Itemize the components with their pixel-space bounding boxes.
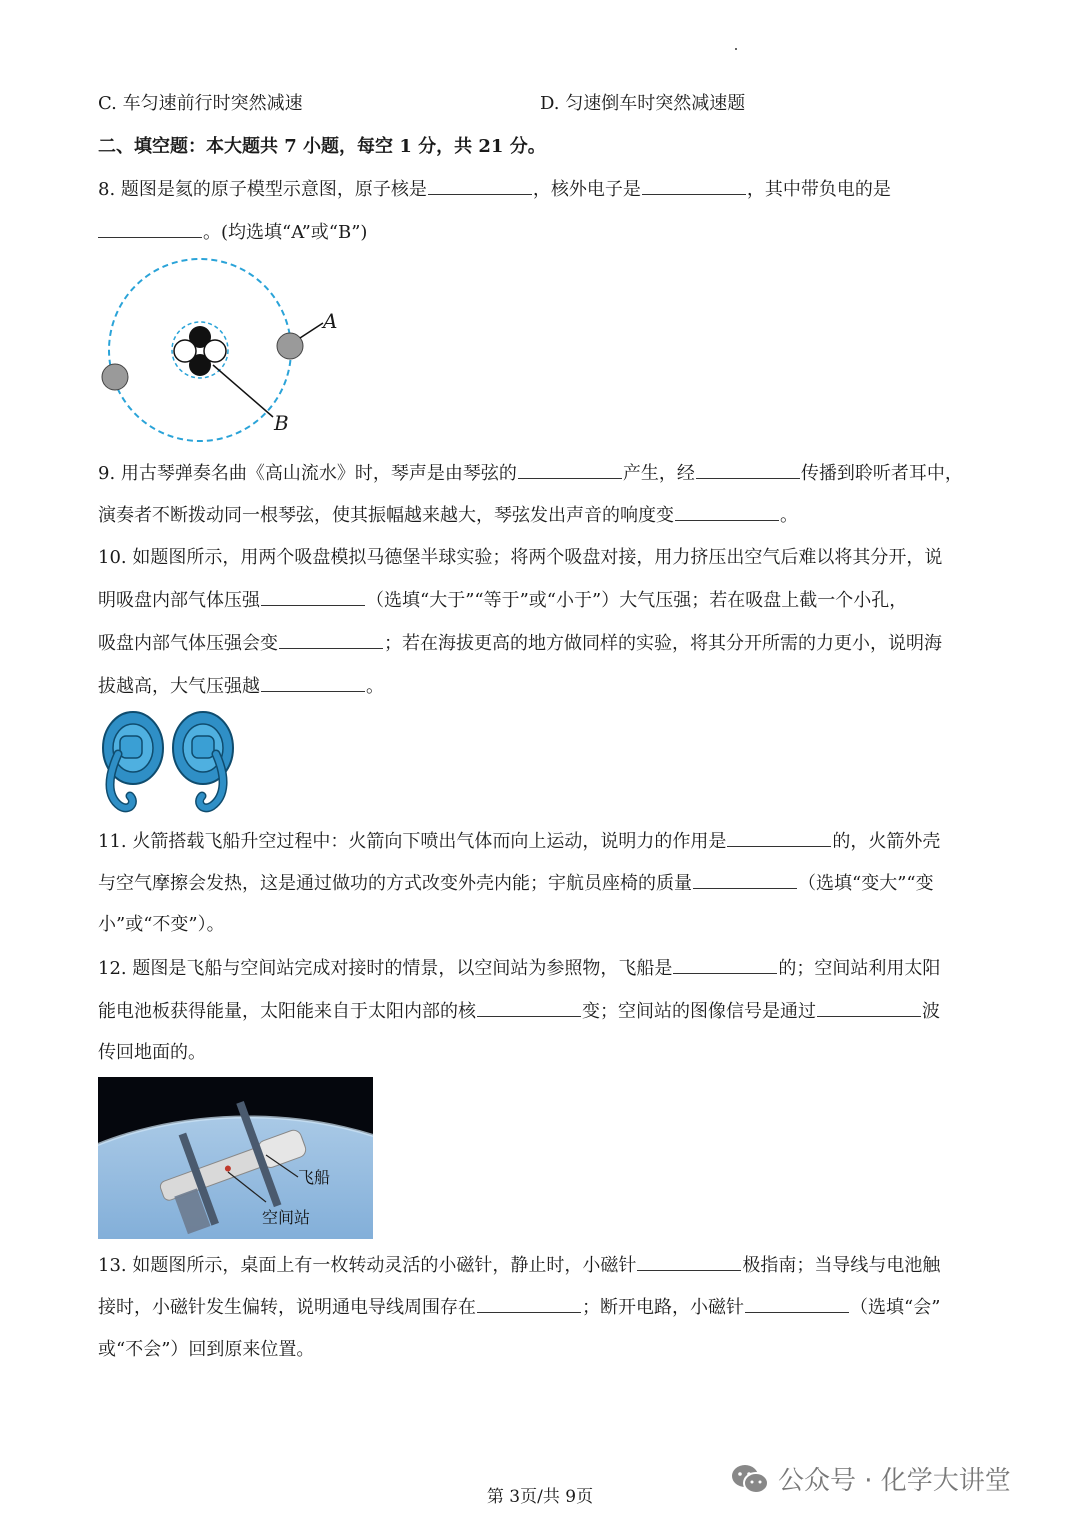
- option-d: D. 匀速倒车时突然减速题: [540, 93, 746, 114]
- q13-text: 13. 如题图所示，桌面上有一枚转动灵活的小磁针，静止时，小磁针: [98, 1255, 637, 1276]
- q8-text: ，核外电子是: [532, 179, 641, 200]
- scan-dot: [735, 48, 737, 50]
- answer-blank[interactable]: [675, 502, 779, 521]
- answer-blank[interactable]: [642, 176, 746, 195]
- option-c: C. 车匀速前行时突然减速: [98, 93, 303, 114]
- q9-text: 传播到聆听者耳中，: [800, 463, 963, 484]
- q13-text: 接时，小磁针发生偏转，说明通电导线周围存在: [98, 1297, 476, 1318]
- answer-blank[interactable]: [477, 998, 581, 1017]
- space-station-photo: [98, 1077, 373, 1239]
- answer-blank[interactable]: [279, 630, 383, 649]
- helium-atom-diagram: [95, 255, 355, 450]
- answer-blank[interactable]: [696, 460, 800, 479]
- wechat-icon: [730, 1462, 770, 1496]
- q10-text: ；若在海拔更高的地方做同样的实验，将其分开所需的力更小，说明海: [384, 633, 942, 654]
- q8-text: 。(均选填“A”或“B”): [203, 222, 368, 243]
- q11-text: 与空气摩擦会发热，这是通过做功的方式改变外壳内能；宇航员座椅的质量: [98, 873, 692, 894]
- q10-line4: [98, 673, 384, 700]
- q8-line2: [98, 219, 367, 246]
- q8-text: 8. 题图是氦的原子模型示意图，原子核是: [98, 179, 427, 200]
- label-b: B: [274, 411, 289, 435]
- q9-line2: [98, 502, 798, 529]
- q10-text: 拔越高，大气压强越: [98, 676, 260, 697]
- q13-text: （选填“会”: [850, 1297, 941, 1318]
- q8-line1: [98, 176, 891, 203]
- answer-blank[interactable]: [428, 176, 532, 195]
- q11-line1: [98, 828, 940, 855]
- label-ship: 飞船: [298, 1168, 331, 1187]
- label-b-leader: [213, 365, 273, 417]
- nucleus-particle: [204, 340, 226, 362]
- answer-blank[interactable]: [693, 870, 797, 889]
- q8-text: ，其中带负电的是: [746, 179, 891, 200]
- answer-blank[interactable]: [477, 1294, 581, 1313]
- answer-blank[interactable]: [727, 828, 831, 847]
- watermark: [730, 1460, 1011, 1497]
- suction-cups-image: [98, 706, 248, 818]
- answer-blank[interactable]: [637, 1252, 741, 1271]
- q11-line3: 小”或“不变”）。: [98, 914, 225, 935]
- answer-blank[interactable]: [98, 219, 202, 238]
- q11-text: （选填“变大”“变: [798, 873, 934, 894]
- answer-blank[interactable]: [745, 1294, 849, 1313]
- q11-line2: [98, 870, 934, 897]
- electron-orbit: [109, 259, 291, 441]
- q12-text: 变；空间站的图像信号是通过: [582, 1001, 816, 1022]
- q10-text: 吸盘内部气体压强会变: [98, 633, 278, 654]
- electron: [277, 333, 303, 359]
- answer-blank[interactable]: [518, 460, 622, 479]
- answer-blank[interactable]: [261, 673, 365, 692]
- q9-line1: [98, 460, 963, 487]
- section-title: 二、填空题：本大题共 7 小题，每空 1 分，共 21 分。: [98, 136, 546, 157]
- page-number: 第 3页/共 9页: [486, 1487, 594, 1507]
- answer-blank[interactable]: [261, 587, 365, 606]
- answer-blank[interactable]: [673, 955, 777, 974]
- q10-text: （选填“大于”“等于”或“小于”）大气压强；若在吸盘上截一个小孔，: [366, 590, 908, 611]
- q13-text: ；断开电路，小磁针: [582, 1297, 744, 1318]
- q12-line3: 传回地面的。: [98, 1042, 206, 1063]
- label-a: A: [323, 309, 338, 333]
- label-a-leader: [300, 323, 323, 338]
- suction-cup-right: [173, 712, 233, 808]
- q10-text: 明吸盘内部气体压强: [98, 590, 260, 611]
- suction-cup-left: [103, 712, 163, 808]
- q12-text: 能电池板获得能量，太阳能来自于太阳内部的核: [98, 1001, 476, 1022]
- q13-line2: [98, 1294, 940, 1321]
- q12-text: 的；空间站利用太阳: [778, 958, 941, 979]
- q12-line2: [98, 998, 940, 1025]
- q10-line3: [98, 630, 942, 657]
- q13-text: 极指南；当导线与电池触: [742, 1255, 941, 1276]
- watermark-text: 公众号 · 化学大讲堂: [778, 1466, 1011, 1496]
- q9-text: 产生，经: [622, 463, 695, 484]
- q10-line2: [98, 587, 907, 614]
- q9-text: 。: [780, 505, 798, 526]
- answer-blank[interactable]: [817, 998, 921, 1017]
- nucleus-particle: [174, 340, 196, 362]
- q11-text: 的，火箭外壳: [832, 831, 941, 852]
- q10-text: 。: [366, 676, 384, 697]
- q10-line1: 10. 如题图所示，用两个吸盘模拟马德堡半球实验；将两个吸盘对接，用力挤压出空气后难以将其分开，说: [98, 547, 943, 568]
- q13-line1: [98, 1252, 940, 1279]
- electron: [102, 364, 128, 390]
- q9-text: 演奏者不断拨动同一根琴弦，使其振幅越来越大，琴弦发出声音的响度变: [98, 505, 674, 526]
- q12-line1: [98, 955, 940, 982]
- space-station-illustration: [98, 1077, 373, 1239]
- label-station: 空间站: [262, 1208, 311, 1227]
- q12-text: 12. 题图是飞船与空间站完成对接时的情景，以空间站为参照物，飞船是: [98, 958, 673, 979]
- q9-text: 9. 用古琴弹奏名曲《高山流水》时，琴声是由琴弦的: [98, 463, 517, 484]
- q13-line3: 或“不会”）回到原来位置。: [98, 1339, 315, 1360]
- q12-text: 波: [922, 1001, 940, 1022]
- q11-text: 11. 火箭搭载飞船升空过程中：火箭向下喷出气体而向上运动，说明力的作用是: [98, 831, 727, 852]
